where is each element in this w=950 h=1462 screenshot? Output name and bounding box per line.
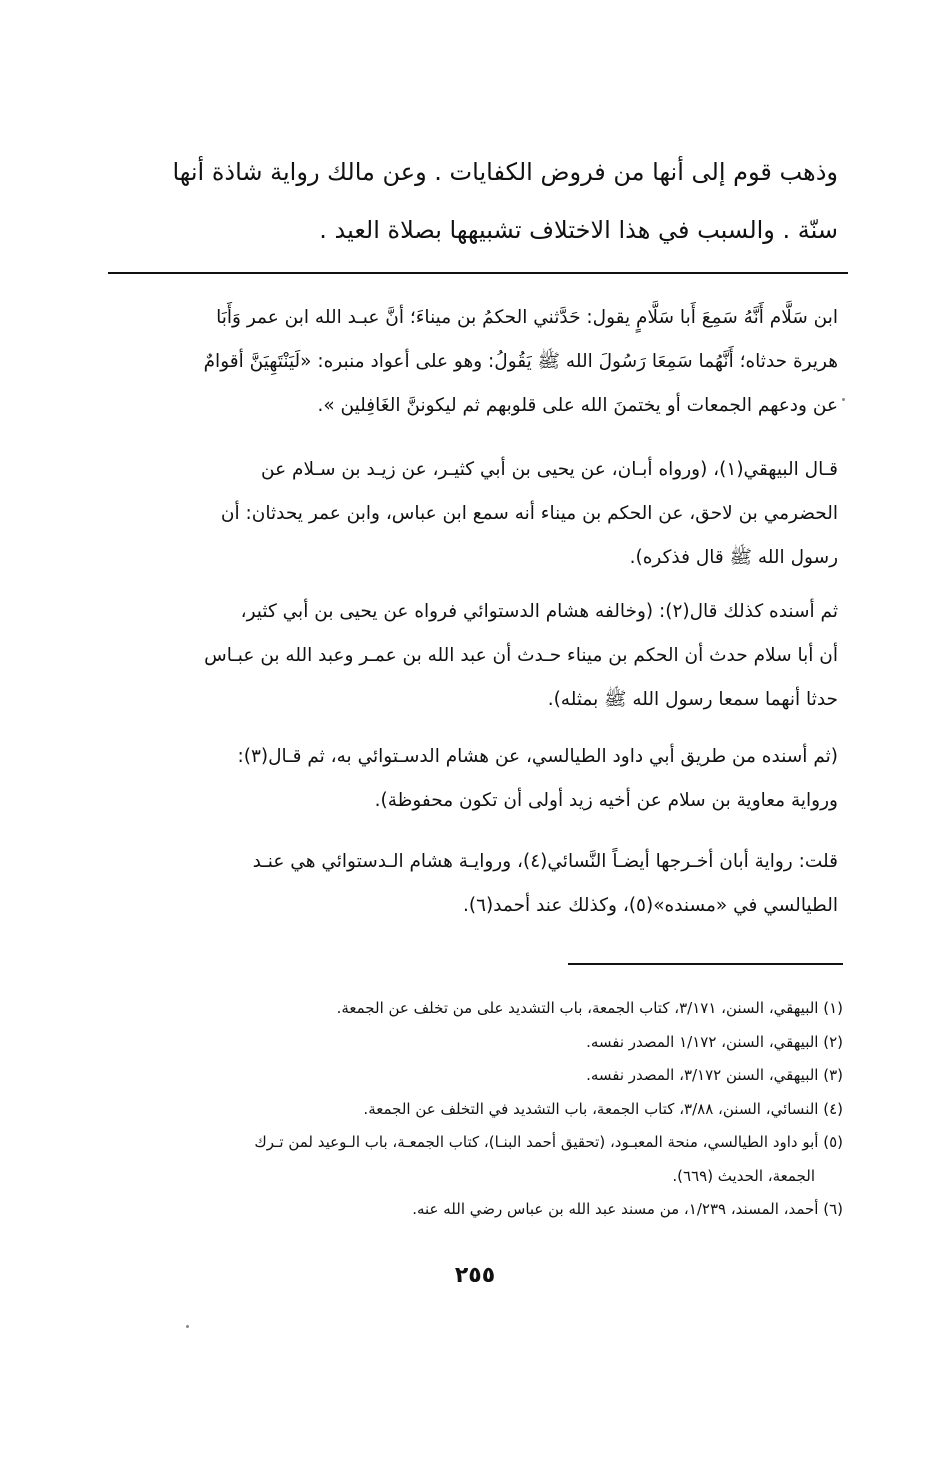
hadith-quote-paragraph [108,296,838,428]
isnad-line: ثم أسنده كذلك قال(٢): (وخالفه هشام الدستوائي فرواه عن يحيى بن أبي كثير، [240,601,838,622]
footnotes [108,992,843,1227]
abu-dawud-paragraph [108,735,838,823]
top-paragraph [108,143,838,259]
bayhaqi-line: الحضرمي بن لاحق، عن الحكم بن ميناء أنه سمع ابن عباس، وابن عمر يحدثان: أن [220,503,838,524]
footnote-item: (٦) أحمد، المسند، ١/٢٣٩، من مسند عبد الله بن عباس رضي الله عنه. [412,1200,843,1218]
scan-speck [186,1325,189,1328]
isnad-line: حدثا أنهما سمعا رسول الله ﷺ بمثله). [547,689,838,710]
top-paragraph-line: وذهب قوم إلى أنها من فروض الكفايات . وعن مالك رواية شاذة أنها [172,158,838,186]
isnad-paragraph [108,590,838,722]
author-comment-paragraph [108,840,838,928]
bayhaqi-line: قـال البيهقي(١)، (ورواه أبـان، عن يحيى بن أبي كثيـر، عن زيـد بن سـلام عن [261,459,838,480]
bayhaqi-line: رسول الله ﷺ قال فذكره). [629,547,838,568]
isnad-line: أن أبا سلام حدث أن الحكم بن ميناء حـدث أن عبد الله بن عمـر وعبد الله بن عبـاس [204,645,838,666]
scan-speck [842,398,845,401]
footnote-item: (٥) أبو داود الطيالسي، منحة المعبـود، (تحقيق أحمد البنـا)، كتاب الجمعـة، باب الـوعيد لمن تـرك [254,1133,843,1151]
author-comment-line: الطيالسي في «مسنده»(٥)، وكذلك عند أحمد(٦). [462,895,838,916]
section-divider [108,272,848,274]
abu-dawud-line: ورواية معاوية بن سلام عن أخيه زيد أولى أن تكون محفوظة). [374,790,838,811]
footnote-item: (٤) النسائي، السنن، ٣/٨٨، كتاب الجمعة، باب التشديد في التخلف عن الجمعة. [363,1099,843,1118]
top-paragraph-line: سنّة . والسبب في هذا الاختلاف تشبيهها بصلاة العيد . [319,216,838,244]
abu-dawud-line: (ثم أسنده من طريق أبي داود الطيالسي، عن هشام الدسـتوائي به، ثم قـال(٣): [237,746,838,767]
bayhaqi-paragraph [108,448,838,580]
footnote-item: (١) البيهقي، السنن، ٣/١٧١، كتاب الجمعة، باب التشديد على من تخلف عن الجمعة. [336,999,843,1017]
footnote-item: (٣) البيهقي، السنن ٣/١٧٢، المصدر نفسه. [586,1066,843,1084]
author-comment-line: قلت: رواية أبان أخـرجها أيضـاً النَّسائي(٤)، وروايـة هشام الـدستوائي هي عنـد [252,851,838,872]
footnote-divider [568,963,843,965]
page-number: ٢٥٥ [454,1263,496,1288]
hadith-quote-line: هريرة حدثاه؛ أَنَّهُما سَمِعَا رَسُولَ الله ﷺ يَقُولُ: وهو على أعواد منبره: «لَيَنْتَهِيَنَّ أقوامٌ [203,351,838,372]
hadith-quote-line: ابن سَلَّام أَنَّهُ سَمِعَ أَبا سَلَّامٍ يقول: حَدَّثني الحكمُ بن ميناءَ؛ أنَّ عبـد الله ابن عمر وَأَبَا [216,307,838,328]
footnote-item-continuation: الجمعة، الحديث (٦٦٩). [672,1166,815,1185]
hadith-quote-line: عن ودعهم الجمعات أو يختمنَ الله على قلوبهم ثم ليكوننَّ الغَافِلين ». [317,395,838,416]
footnote-item: (٢) البيهقي، السنن، ١/١٧٢ المصدر نفسه. [586,1032,843,1051]
